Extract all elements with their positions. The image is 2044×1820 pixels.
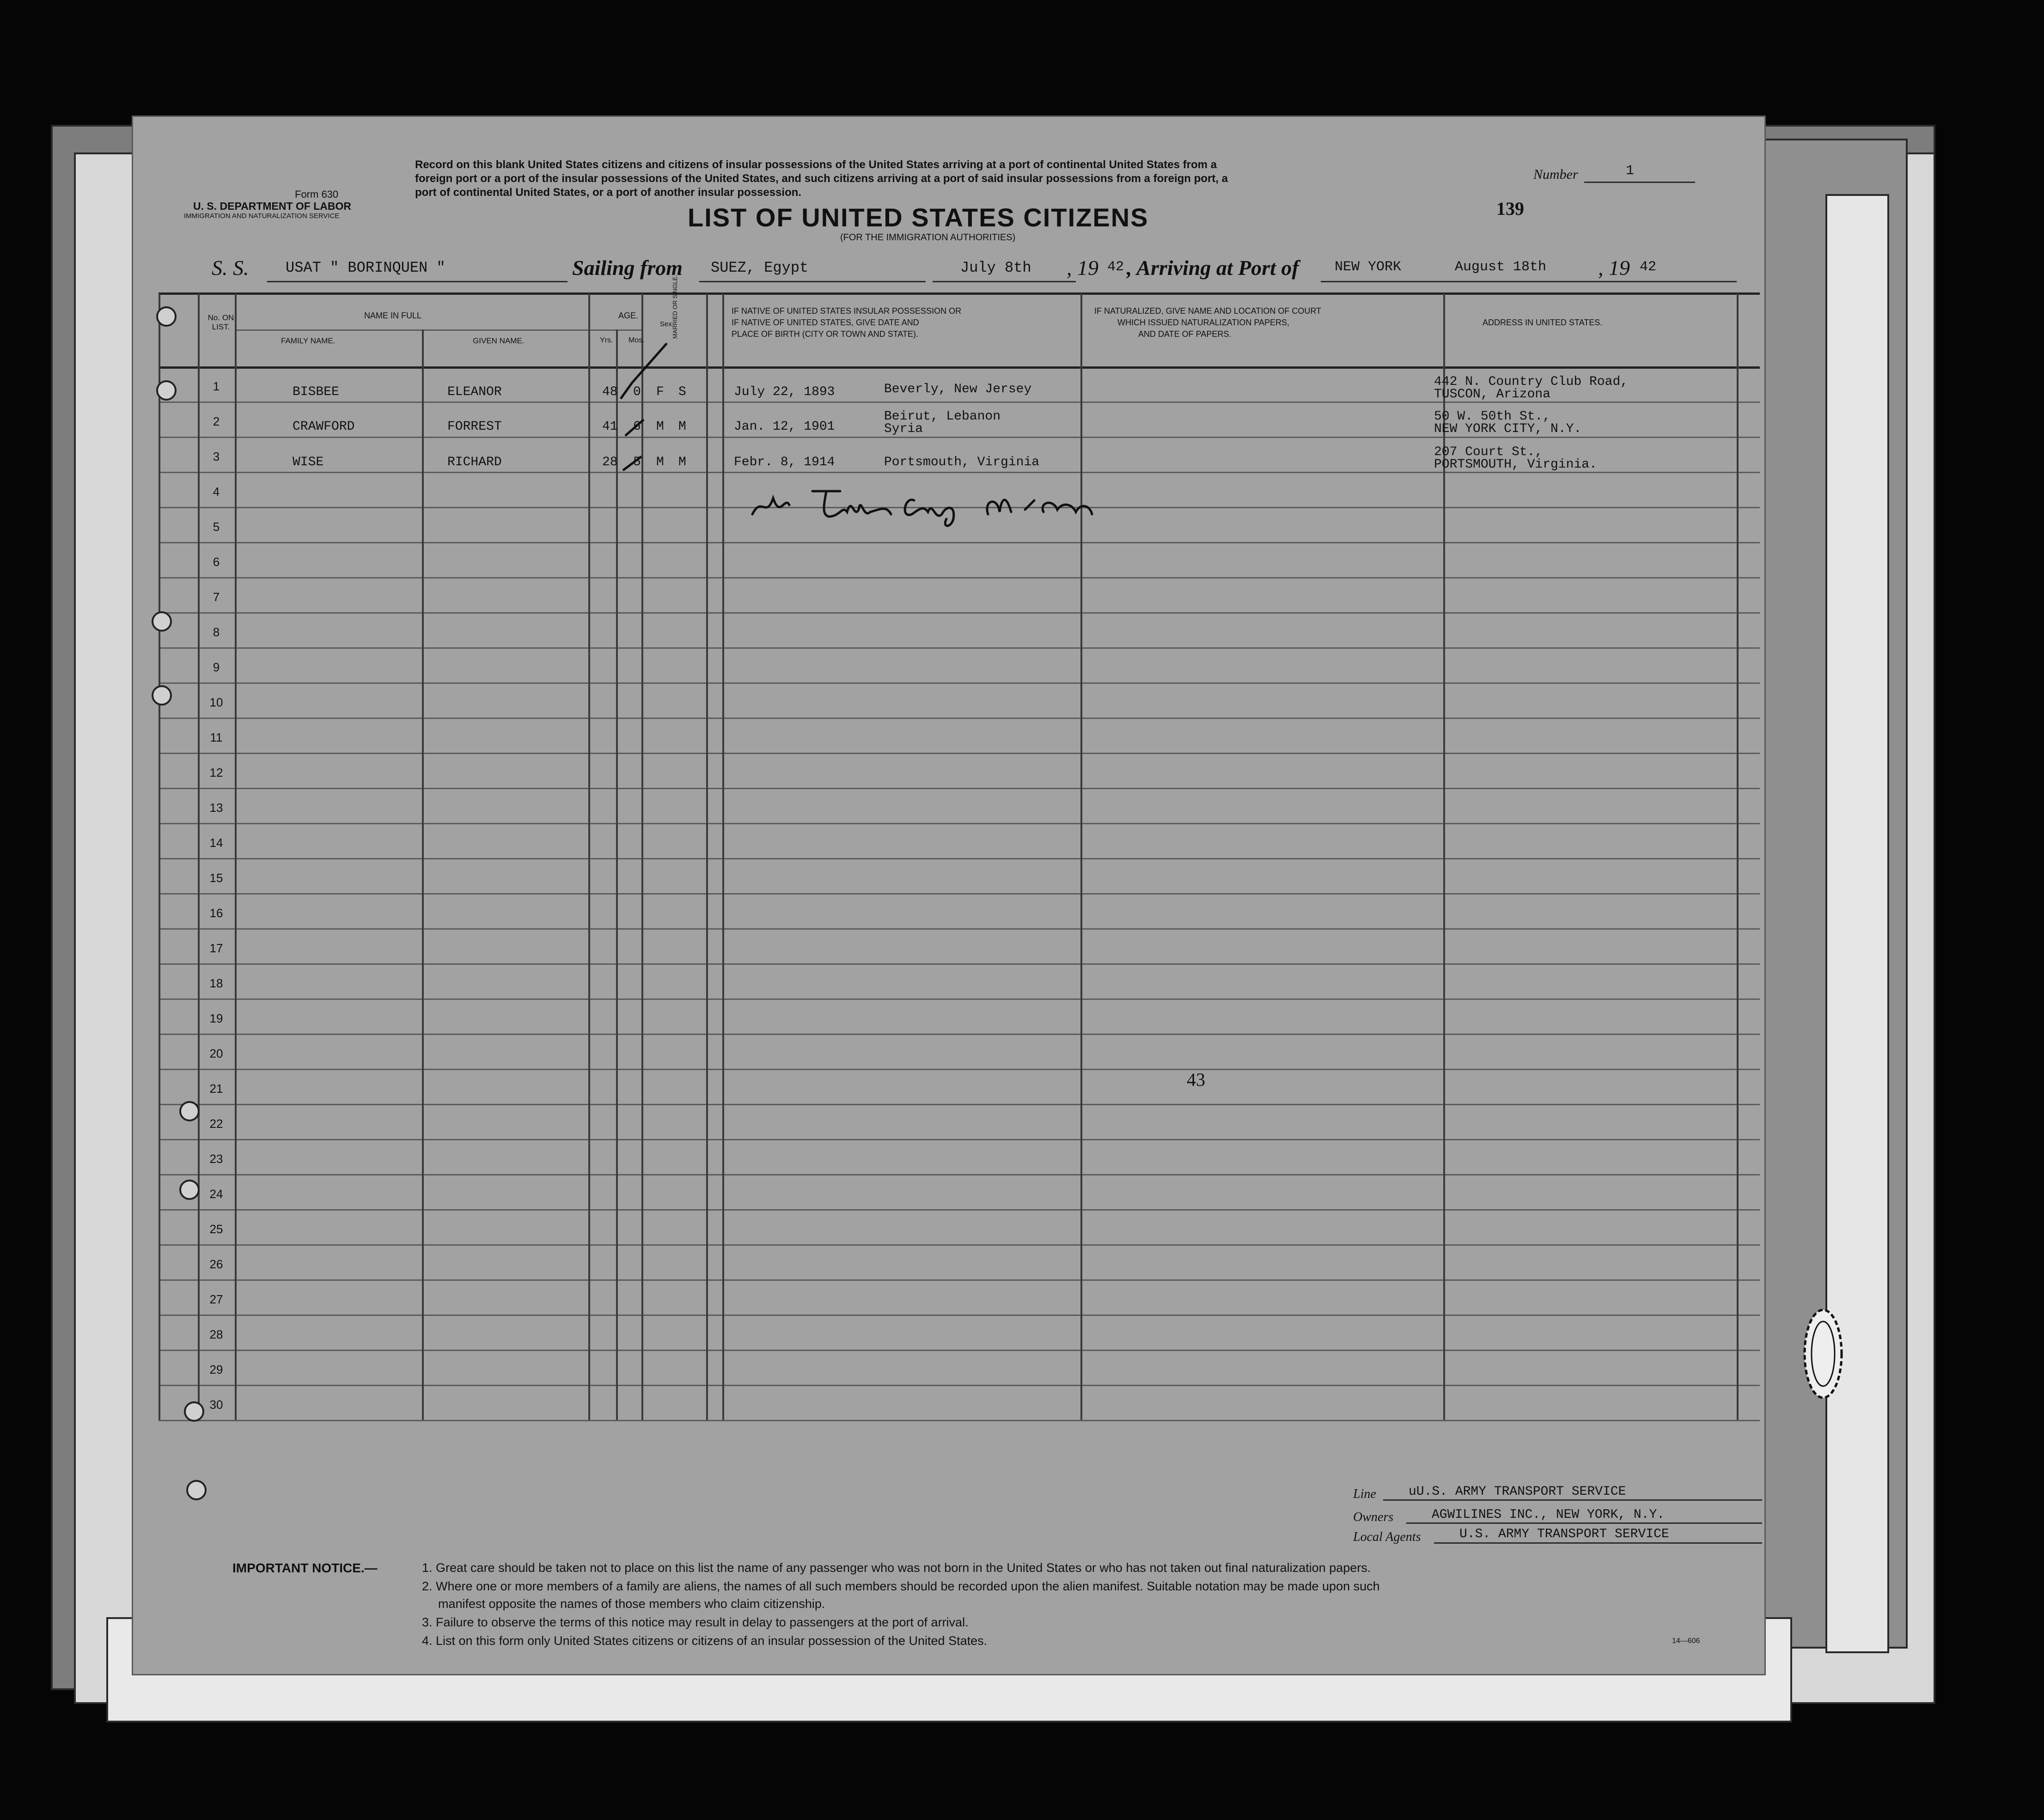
- row-divider: [159, 718, 1760, 719]
- column-divider: [588, 293, 590, 1420]
- birth-place-line-2: Syria: [884, 422, 923, 436]
- address-line-1: 50 W. 50th St.,: [1434, 409, 1551, 424]
- line-underline: [1383, 1499, 1762, 1501]
- row-divider: [159, 823, 1760, 824]
- binder-hole-icon: [156, 380, 177, 401]
- birth-date: July 22, 1893: [734, 385, 835, 399]
- header-family-name: FAMILY NAME.: [281, 336, 336, 345]
- header-native-1: IF NATIVE OF UNITED STATES INSULAR POSSESSION OR: [732, 306, 962, 316]
- address-line-2: TUSCON, Arizona: [1434, 387, 1551, 402]
- owners-underline: [1406, 1522, 1762, 1524]
- row-divider: [159, 366, 1760, 369]
- notice-item-4: 4. List on this form only United States citizens or citizens of an insular possession of the United States.: [422, 1634, 988, 1648]
- row-number: 1: [213, 379, 220, 393]
- arrival-date: August 18th: [1455, 259, 1547, 275]
- checkmark-strokes: [611, 329, 676, 496]
- sex: M: [656, 455, 664, 469]
- row-number: 26: [209, 1257, 223, 1271]
- family-name: BISBEE: [293, 385, 339, 399]
- stamp-number: 139: [1496, 198, 1524, 219]
- married-single: M: [678, 420, 686, 434]
- row-number: 25: [209, 1222, 223, 1236]
- ship-underline: [267, 281, 567, 282]
- address-line-1: 207 Court St.,: [1434, 445, 1543, 459]
- manifest-sheet: [132, 116, 1766, 1675]
- row-divider: [159, 1385, 1760, 1386]
- row-number: 11: [210, 730, 223, 744]
- row-divider: [159, 1174, 1760, 1175]
- ship-name: USAT " BORINQUEN ": [286, 259, 445, 276]
- sail-year: 42: [1107, 259, 1124, 275]
- row-number: 24: [209, 1187, 223, 1201]
- row-number: 7: [213, 590, 220, 604]
- row-divider: [159, 1244, 1760, 1246]
- instructions-line-1: Record on this blank United States citizens and citizens of insular possessions of the United States arriving at a port of continental United States from a: [415, 158, 1217, 171]
- sex: F: [656, 385, 664, 399]
- row-number: 19: [209, 1011, 223, 1025]
- row-number: 15: [209, 871, 223, 885]
- row-number: 27: [209, 1292, 223, 1306]
- row-divider: [159, 998, 1760, 1000]
- row-number: 6: [213, 555, 220, 569]
- owners-label: Owners: [1353, 1510, 1394, 1524]
- row-divider: [159, 1104, 1760, 1105]
- table-top-border: [159, 292, 1760, 295]
- row-divider: [159, 1209, 1760, 1211]
- row-divider: [159, 612, 1760, 614]
- column-divider: [159, 293, 160, 1420]
- row-number: 14: [209, 836, 223, 850]
- header-yrs: Yrs.: [600, 336, 613, 344]
- row-divider: [159, 753, 1760, 754]
- notice-item-1: 1. Great care should be taken not to place on this list the name of any passenger who was not born in the United States or who has not taken out final naturalization papers.: [422, 1561, 1371, 1575]
- header-age: AGE.: [618, 311, 639, 320]
- row-number: 4: [213, 485, 220, 499]
- row-number: 13: [209, 801, 223, 815]
- age-years: 41: [602, 420, 618, 434]
- header-native-3: PLACE OF BIRTH (CITY OR TOWN AND STATE).: [732, 329, 919, 339]
- owners-value: AGWILINES INC., NEW YORK, N.Y.: [1432, 1508, 1665, 1522]
- row-number: 21: [209, 1082, 223, 1096]
- row-number: 30: [209, 1398, 223, 1412]
- instructions-line-3: port of continental United States, or a port of another insular possession.: [415, 186, 802, 199]
- header-naturalized-2: WHICH ISSUED NATURALIZATION PAPERS,: [1117, 318, 1290, 327]
- line-value: uU.S. ARMY TRANSPORT SERVICE: [1409, 1485, 1626, 1499]
- age-months: 6: [633, 420, 641, 434]
- row-number: 17: [209, 941, 223, 955]
- header-subdivider: [235, 329, 641, 331]
- row-divider: [159, 1350, 1760, 1351]
- given-name: RICHARD: [447, 455, 502, 469]
- age-months: 0: [633, 385, 641, 399]
- address-line-1: 442 N. Country Club Road,: [1434, 375, 1629, 389]
- department: U. S. DEPARTMENT OF LABOR: [193, 200, 352, 212]
- row-divider: [159, 1139, 1760, 1140]
- list-number-underline: [1584, 182, 1695, 183]
- address-line-2: NEW YORK CITY, N.Y.: [1434, 422, 1582, 436]
- binder-hole-icon: [179, 1101, 200, 1121]
- header-no-on-list: No. ON LIST.: [207, 313, 234, 331]
- column-divider: [235, 293, 237, 1420]
- notice-heading: IMPORTANT NOTICE.—: [232, 1561, 378, 1575]
- arrival-year-prefix: , 19: [1598, 256, 1630, 280]
- row-number: 22: [209, 1117, 223, 1131]
- header-naturalized-1: IF NATURALIZED, GIVE NAME AND LOCATION OF COURT: [1094, 306, 1322, 316]
- married-single: M: [678, 455, 686, 469]
- column-divider: [722, 293, 724, 1420]
- family-name: WISE: [293, 455, 324, 469]
- arriving-label: , Arriving at Port of: [1127, 256, 1299, 280]
- agents-label: Local Agents: [1353, 1530, 1421, 1544]
- header-sex: Sex.: [660, 320, 674, 328]
- birth-date: Jan. 12, 1901: [734, 420, 835, 434]
- birth-date: Febr. 8, 1914: [734, 455, 835, 469]
- row-number: 5: [213, 520, 220, 534]
- row-divider: [159, 402, 1760, 403]
- header-mos: Mos.: [628, 336, 645, 344]
- column-divider: [706, 293, 708, 1420]
- sailing-from-label: Sailing from: [572, 256, 683, 280]
- seal-stamp-icon: [1802, 1308, 1844, 1400]
- given-name: ELEANOR: [447, 385, 502, 399]
- age-months: 5: [633, 455, 641, 469]
- column-divider: [1080, 293, 1082, 1420]
- binder-hole-icon: [156, 306, 177, 327]
- row-divider: [159, 472, 1760, 473]
- row-number: 20: [209, 1047, 223, 1060]
- age-years: 28: [602, 455, 618, 469]
- row-divider: [159, 928, 1760, 930]
- notice-item-2: 2. Where one or more members of a family are aliens, the names of all such members should be recorded upon the alien manifest. Suitable notation may be made upon such: [422, 1579, 1380, 1593]
- header-native-2: IF NATIVE OF UNITED STATES, GIVE DATE AND: [732, 318, 919, 327]
- birth-place: Beirut, Lebanon: [884, 409, 1001, 424]
- instructions-line-2: foreign port or a port of the insular possessions of the United States, and such citizens arriving at a port of said insular possessions from a foreign port, a: [415, 172, 1228, 185]
- birth-place: Portsmouth, Virginia: [884, 455, 1040, 469]
- header-married: MARRIED OR SINGLE.: [671, 275, 678, 339]
- row-number: 3: [213, 450, 220, 463]
- column-divider: [1737, 293, 1739, 1420]
- header-address: ADDRESS IN UNITED STATES.: [1483, 318, 1603, 327]
- row-number: 8: [213, 625, 220, 639]
- row-divider: [159, 1420, 1760, 1421]
- age-years: 48: [602, 385, 618, 399]
- row-number: 9: [213, 660, 220, 674]
- row-divider: [159, 1279, 1760, 1281]
- row-number: 12: [209, 766, 223, 779]
- row-divider: [159, 963, 1760, 965]
- row-number: 28: [209, 1327, 223, 1341]
- row-divider: [159, 1069, 1760, 1070]
- header-name-in-full: NAME IN FULL: [364, 311, 422, 320]
- row-divider: [159, 858, 1760, 859]
- arrival-underline: [1321, 281, 1737, 282]
- form-number: Form 630: [295, 189, 339, 200]
- print-code: 14—606: [1672, 1637, 1700, 1645]
- binder-hole-icon: [152, 611, 172, 632]
- arrival-year: 42: [1640, 259, 1657, 275]
- list-number-value: 1: [1626, 163, 1635, 179]
- birth-place: Beverly, New Jersey: [884, 382, 1032, 396]
- row-number: 2: [213, 414, 220, 428]
- binder-hole-icon: [152, 685, 172, 706]
- agents-value: U.S. ARMY TRANSPORT SERVICE: [1459, 1527, 1669, 1541]
- row-divider: [159, 1315, 1760, 1316]
- row-divider: [159, 893, 1760, 895]
- page-subtitle: (FOR THE IMMIGRATION AUTHORITIES): [840, 232, 1016, 243]
- row-number: 16: [209, 906, 223, 920]
- page-mark: 43: [1187, 1069, 1205, 1090]
- agents-underline: [1434, 1542, 1762, 1544]
- handwritten-annotation: [748, 477, 1210, 528]
- row-divider: [159, 542, 1760, 543]
- paper-stack-right-edge: [1825, 194, 1889, 1653]
- row-number: 18: [209, 976, 223, 990]
- notice-item-2b: manifest opposite the names of those members who claim citizenship.: [438, 1597, 825, 1611]
- sail-year-prefix: , 19: [1067, 256, 1098, 280]
- column-divider: [422, 329, 424, 1420]
- binder-hole-icon: [179, 1180, 200, 1200]
- row-divider: [159, 1034, 1760, 1035]
- sail-date: July 8th: [960, 259, 1031, 276]
- row-divider: [159, 437, 1760, 438]
- notice-item-3: 3. Failure to observe the terms of this notice may result in delay to passengers at the port of arrival.: [422, 1615, 969, 1629]
- family-name: CRAWFORD: [293, 420, 355, 434]
- binder-hole-icon: [186, 1480, 207, 1500]
- page-title: LIST OF UNITED STATES CITIZENS: [688, 203, 1149, 232]
- row-number: 10: [209, 695, 223, 709]
- address-line-2: PORTSMOUTH, Virginia.: [1434, 457, 1597, 472]
- row-divider: [159, 577, 1760, 578]
- header-given-name: GIVEN NAME.: [473, 336, 525, 345]
- row-divider: [159, 647, 1760, 649]
- row-divider: [159, 682, 1760, 684]
- married-single: S: [678, 385, 686, 399]
- line-label: Line: [1353, 1487, 1376, 1501]
- row-number: 29: [209, 1363, 223, 1376]
- ss-label: S. S.: [212, 256, 249, 280]
- from-port: SUEZ, Egypt: [711, 259, 809, 276]
- binder-hole-icon: [184, 1401, 204, 1422]
- list-number-label: Number: [1533, 167, 1578, 182]
- service: IMMIGRATION AND NATURALIZATION SERVICE: [184, 212, 340, 220]
- row-divider: [159, 788, 1760, 789]
- from-port-underline: [699, 281, 926, 282]
- sail-date-underline: [933, 281, 1076, 282]
- sex: M: [656, 420, 664, 434]
- given-name: FORREST: [447, 420, 502, 434]
- header-naturalized-3: AND DATE OF PAPERS.: [1138, 329, 1232, 339]
- row-number: 23: [209, 1152, 223, 1166]
- arrival-port: NEW YORK: [1335, 259, 1402, 275]
